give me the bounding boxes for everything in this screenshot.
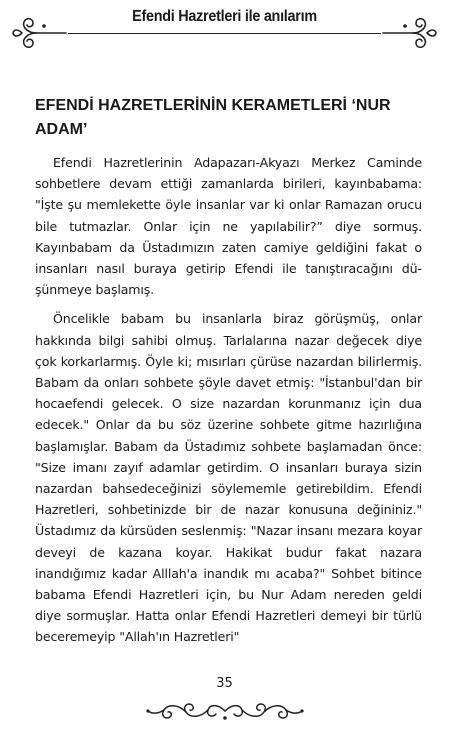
- header-rule: [68, 33, 381, 34]
- flourish-ornament-footer-icon: [142, 696, 308, 726]
- chapter-title: EFENDİ HAZRETLERİNİN KERAMETLERİ ‘NUR ADAM’: [35, 97, 391, 138]
- page-body: [35, 94, 422, 656]
- running-header-title: Efendi Hazretleri ile anılarım: [132, 8, 317, 25]
- body-paragraph: Öncelikle babam bu insanlarla biraz görüşmüş, onlar hakkında bilgi sahibi olmuş. Tarlalarına nazar değecek diye çok korkarlarmış. Öyle ki; mısırları çürüse nazardan bilirlermiş. Babam da onları sohbete şöyle davet etmiş: "İstanbul'dan bir hocaefendi gelecek. O size nazardan korunmanız için dua edecek." Onlar da bu söz üzerine sohbete gitme hazırlığına başlamışlar. Babam da Üstadımız sohbete başlamadan önce: "Size imanı zayıf adamlar getirdim. O insanları buraya sizin nazardan bahsedeceğinizi söylememle getirebildim. Efendi Hazretleri, sohbetinizde bir de nazar konusuna değininiz." Üstadımız da kürsüden seslenmiş: "Nazar insanı mezara koyar deveyi de kazana koyar. Hakikat budur fakat nazara inandığımız kadar Alllah'a inandık mı acaba?" Sohbet bitince babama Efendi Hazretleri için, bu Nur Adam nereden geldi diye sormuşlar. Hatta onlar Efendi Hazretleri demeyi bir türlü beceremeyip "Allah'ın Hazretleri": [35, 311, 422, 645]
- flourish-ornament-right-icon: [381, 14, 439, 50]
- body-paragraph: Efendi Hazretlerinin Adapazarı-Akyazı Merkez Caminde sohbetlere devam ettiği zamanlarda birileri, kayınbabama: "İşte şu memlekette öyle insanlar var ki onlar Ramazan orucu bile tutmazlar. Onlar için ne yapılabilir?” diye sormuş. Kayınbabam da Üstadımızın zaten camiye geldiğini fakat o insanları nasıl buraya getirip Efendi ile tanıştıracağını düşünmeye başlamış.: [35, 155, 422, 298]
- page-number: 35: [216, 676, 233, 691]
- page-header: [0, 0, 449, 60]
